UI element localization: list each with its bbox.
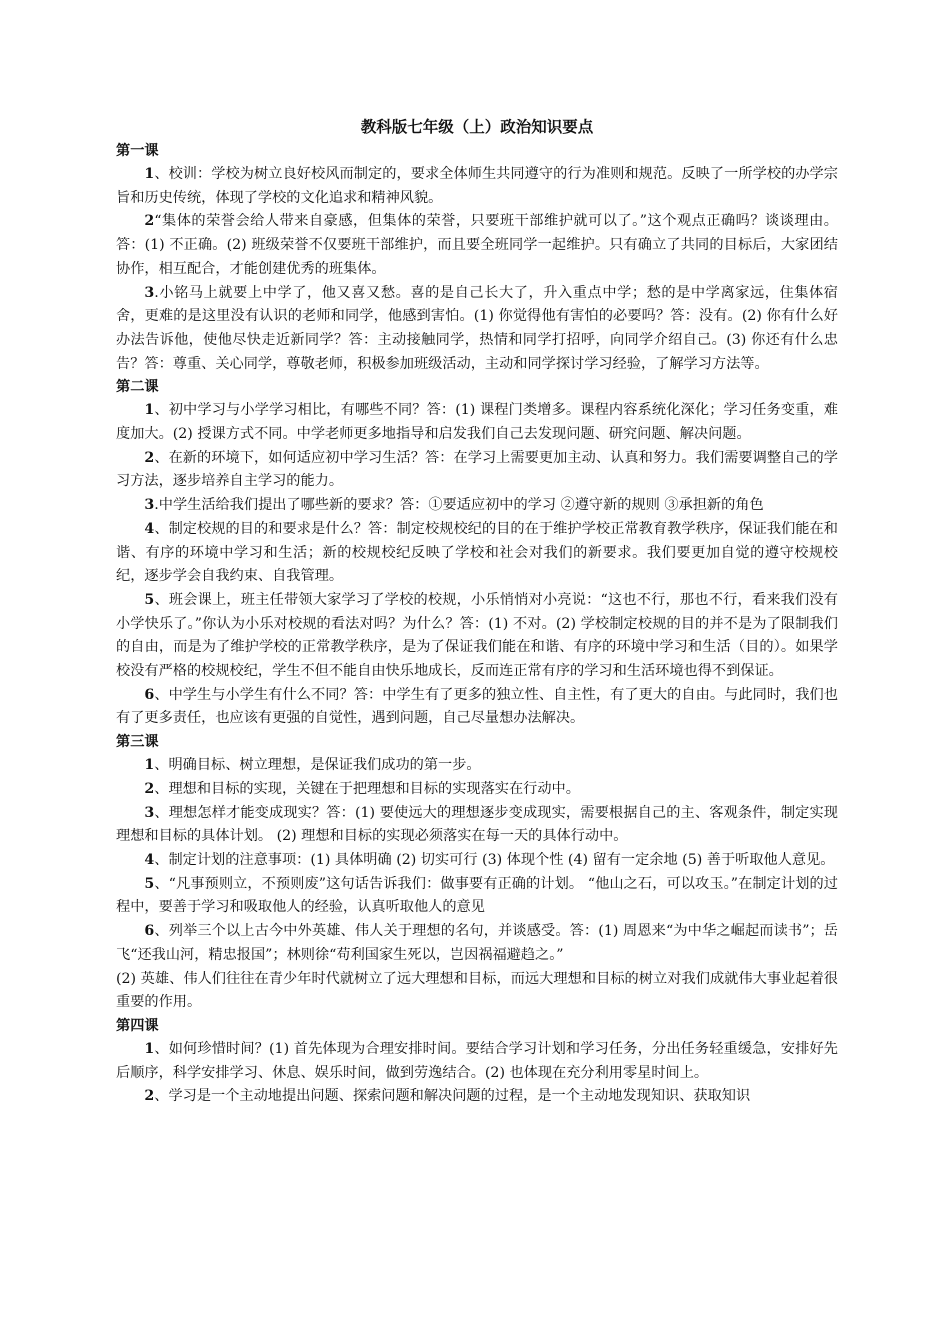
paragraph	[116, 399, 838, 446]
paragraph-text: (2) 英雄、伟人们往往在青少年时代就树立了远大理想和目标，而远大理想和目标的树立对我们成就伟大事业起着很重要的作用。	[116, 970, 838, 1011]
paragraph	[116, 282, 838, 377]
item-number: 5	[144, 591, 155, 608]
paragraph	[116, 1038, 838, 1085]
paragraph-text: 、制定计划的注意事项：(1) 具体明确 (2) 切实可行 (3) 体现个性 (4) 留有一定余地 (5) 善于听取他人意见。	[154, 851, 835, 868]
item-number: 1	[144, 166, 155, 182]
paragraph-text: 、制定校规的目的和要求是什么？答：制定校规校纪的目的在于维护学校正常教育教学秩序，保证我们能在和谐、有序的环境中学习和生活；新的校规校纪反映了学校和社会对我们的新要求。我们要更加自觉的遵守校规校纪，逐步学会自我约束、自我管理。	[116, 520, 838, 585]
paragraph	[116, 494, 838, 518]
paragraph	[116, 210, 838, 281]
item-number: 2	[144, 449, 155, 466]
item-number: 1	[144, 1040, 155, 1057]
item-number: 4	[144, 851, 155, 868]
paragraph	[116, 802, 838, 849]
paragraph	[116, 1085, 838, 1109]
paragraph-text: .小铭马上就要上中学了，他又喜又愁。喜的是自己长大了，升入重点中学；愁的是中学离家远，住集体宿舍，更难的是这里没有认识的老师和同学，他感到害怕。(1) 你觉得他有害怕的必要吗？答：没有。(2) 你有什么好办法告诉他，使他尽快走近新同学？答：主动接触同学，热情和同学打招呼，向同学介绍自己。(3) 你还有什么忠告？答：尊重、关心同学，尊敬老师，积极参加班级活动，主动和同学探讨学习经验，了解学习方法等。	[116, 284, 838, 372]
item-number: 2	[144, 213, 155, 230]
item-number: 3	[144, 284, 155, 301]
item-number: 2	[144, 1088, 155, 1105]
paragraph-text: 、学习是一个主动地提出问题、探索问题和解决问题的过程，是一个主动地发现知识、获取知识	[154, 1088, 751, 1105]
document-page	[116, 116, 838, 1109]
item-number: 2	[144, 780, 155, 797]
paragraph-text: 、如何珍惜时间？(1) 首先体现为合理安排时间。要结合学习计划和学习任务，分出任务轻重缓急，安排好先后顺序，科学安排学习、休息、娱乐时间，做到劳逸结合。(2) 也体现在充分利用零星时间上。	[116, 1040, 838, 1081]
paragraph	[116, 778, 838, 802]
paragraph	[116, 684, 838, 731]
paragraph-text: 、中学生与小学生有什么不同？答：中学生有了更多的独立性、自主性，有了更大的自由。与此同时，我们也有了更多责任，也应该有更强的自觉性，遇到问题，自己尽量想办法解决。	[116, 686, 838, 727]
paragraph	[116, 873, 838, 920]
item-number: 3	[144, 497, 155, 514]
paragraph	[116, 920, 838, 967]
paragraph	[116, 518, 838, 589]
paragraph-text: 、班会课上，班主任带领大家学习了学校的校规，小乐悄悄对小亮说：“这也不行，那也不行，看来我们没有小学快乐了。”你认为小乐对校规的看法对吗？为什么？答：(1) 不对。(2) 学校制定校规的目的并不是为了限制我们的自由，而是为了维护学校的正常教学秩序，是为了保证我们能在和谐、有序的环境中学习和生活（目的）。如果学校没有严格的校规校纪，学生不但不能自由快乐地成长，反而连正常有序的学习和生活环境也得不到保证。	[116, 591, 838, 680]
paragraph	[116, 447, 838, 494]
paragraph-text: 、理想和目标的实现，关键在于把理想和目标的实现落实在行动中。	[154, 780, 580, 797]
item-number: 1	[144, 757, 155, 774]
document-title: 教科版七年级（上）政治知识要点	[360, 118, 594, 136]
paragraph-text: 、明确目标、树立理想，是保证我们成功的第一步。	[154, 757, 481, 774]
paragraph-text: 、列举三个以上古今中外英雄、伟人关于理想的名句，并谈感受。答：(1) 周恩来“为中华之崛起而读书”；岳飞“还我山河，精忠报国”；林则徐“苟利国家生死以，岂因祸福避趋之。”	[116, 923, 838, 963]
item-number: 6	[144, 686, 155, 703]
paragraph-text: 、在新的环境下，如何适应初中学习生活？答：在学习上需要更加主动、认真和努力。我们需要调整自己的学习方法，逐步培养自主学习的能力。	[116, 449, 838, 490]
paragraph-text: .中学生活给我们提出了哪些新的要求？答：①要适应初中的学习 ②遵守新的规则 ③承担新的角色	[154, 497, 764, 514]
paragraph-text: 、理想怎样才能变成现实？答：(1) 要使远大的理想逐步变成现实，需要根据自己的主、客观条件，制定实现理想和目标的具体计划。 (2) 理想和目标的实现必须落实在每一天的具体行动中。	[116, 804, 838, 845]
lesson-heading: 第四课	[116, 1017, 159, 1034]
paragraph	[116, 849, 838, 873]
paragraph-text: 、校训：学校为树立良好校风而制定的，要求全体师生共同遵守的行为准则和规范。反映了一所学校的办学宗旨和历史传统，体现了学校的文化追求和精神风貌。	[116, 166, 838, 206]
lesson-heading: 第三课	[116, 734, 159, 751]
item-number: 5	[144, 875, 155, 892]
paragraph-text: 、“凡事预则立，不预则废”这句话告诉我们：做事要有正确的计划。 “他山之石，可以攻玉。”在制定计划的过程中，要善于学习和吸取他人的经验，认真听取他人的意见	[116, 875, 838, 916]
paragraph-text: “集体的荣誉会给人带来自豪感，但集体的荣誉，只要班干部维护就可以了。”这个观点正确吗？谈谈理由。答：(1) 不正确。(2) 班级荣誉不仅要班干部维护，而且要全班同学一起维护。只有确立了共同的目标后，大家团结协作，相互配合，才能创建优秀的班集体。	[116, 213, 838, 277]
paragraph	[116, 589, 838, 684]
lesson-heading: 第一课	[116, 143, 159, 159]
paragraph	[116, 163, 838, 210]
item-number: 4	[144, 520, 155, 537]
item-number: 3	[144, 804, 155, 821]
item-number: 6	[144, 923, 155, 940]
lesson-heading: 第二课	[116, 379, 159, 396]
paragraph	[116, 968, 838, 1015]
paragraph-text: 、初中学习与小学学习相比，有哪些不同？答：(1) 课程门类增多。课程内容系统化深化；学习任务变重，难度加大。(2) 授课方式不同。中学老师更多地指导和启发我们自己去发现问题、研究问题、解决问题。	[116, 402, 838, 443]
paragraph	[116, 754, 838, 778]
document-body	[116, 140, 838, 1109]
item-number: 1	[144, 402, 155, 419]
